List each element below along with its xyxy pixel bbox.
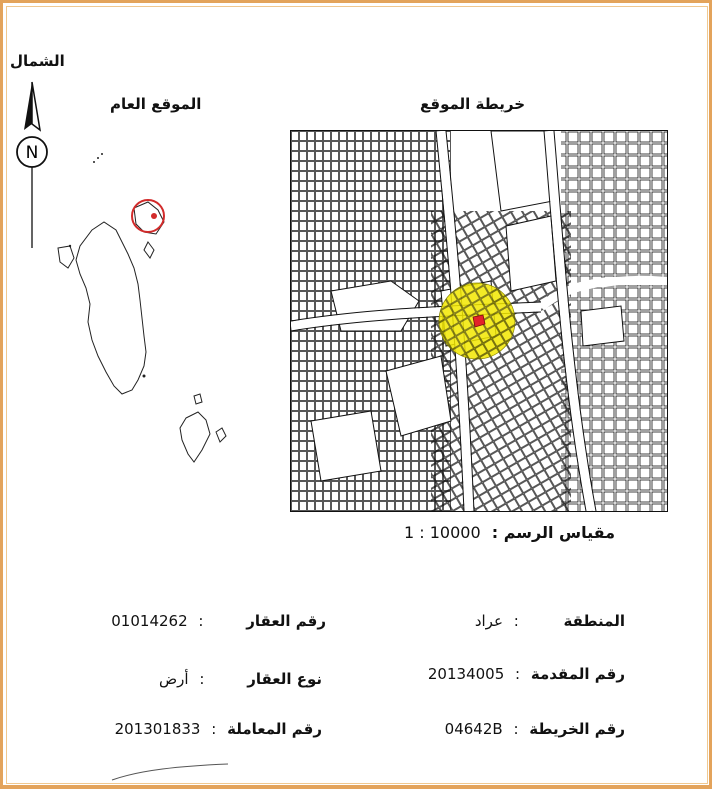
area-value: عراد [474,612,503,630]
application-no-value: 20134005 [427,665,505,683]
signature-stroke [110,762,230,782]
scale-label-text: مقياس الرسم : [491,523,616,542]
field-application-no [428,665,625,683]
general-map-title: الموقع العام [110,95,202,113]
field-property-no [111,612,326,630]
map-no-colon: : [513,720,519,738]
property-no-value: 01014262 [111,612,188,630]
property-no-label: رقم العقار [246,612,326,630]
site-map [290,130,668,512]
property-no-colon: : [198,612,204,630]
site-map-title: خريطة الموقع [420,95,526,113]
field-map-no [445,720,625,738]
field-transaction-no [115,720,322,738]
property-type-label: نوع العقار [247,670,322,688]
map-no-value: 04642B [444,720,503,738]
transaction-no-value: 201301833 [114,720,201,738]
locator-circle [132,200,164,232]
property-type-colon: : [199,670,205,688]
field-property-type [159,670,322,688]
area-label: المنطقة [563,612,625,630]
transaction-no-label: رقم المعاملة [227,720,322,738]
property-type-value: أرض [159,670,189,688]
north-letter: N [25,143,39,163]
general-location-map [30,150,245,490]
application-no-label: رقم المقدمة [530,665,625,683]
transaction-no-colon: : [211,720,217,738]
north-label: الشمال [10,52,65,70]
area-colon: : [513,612,519,630]
field-area [475,612,625,630]
application-no-colon: : [515,665,521,683]
scale-label [404,523,615,542]
scale-value: 1 : 10000 [404,523,481,542]
map-no-label: رقم الخريطة [529,720,625,738]
